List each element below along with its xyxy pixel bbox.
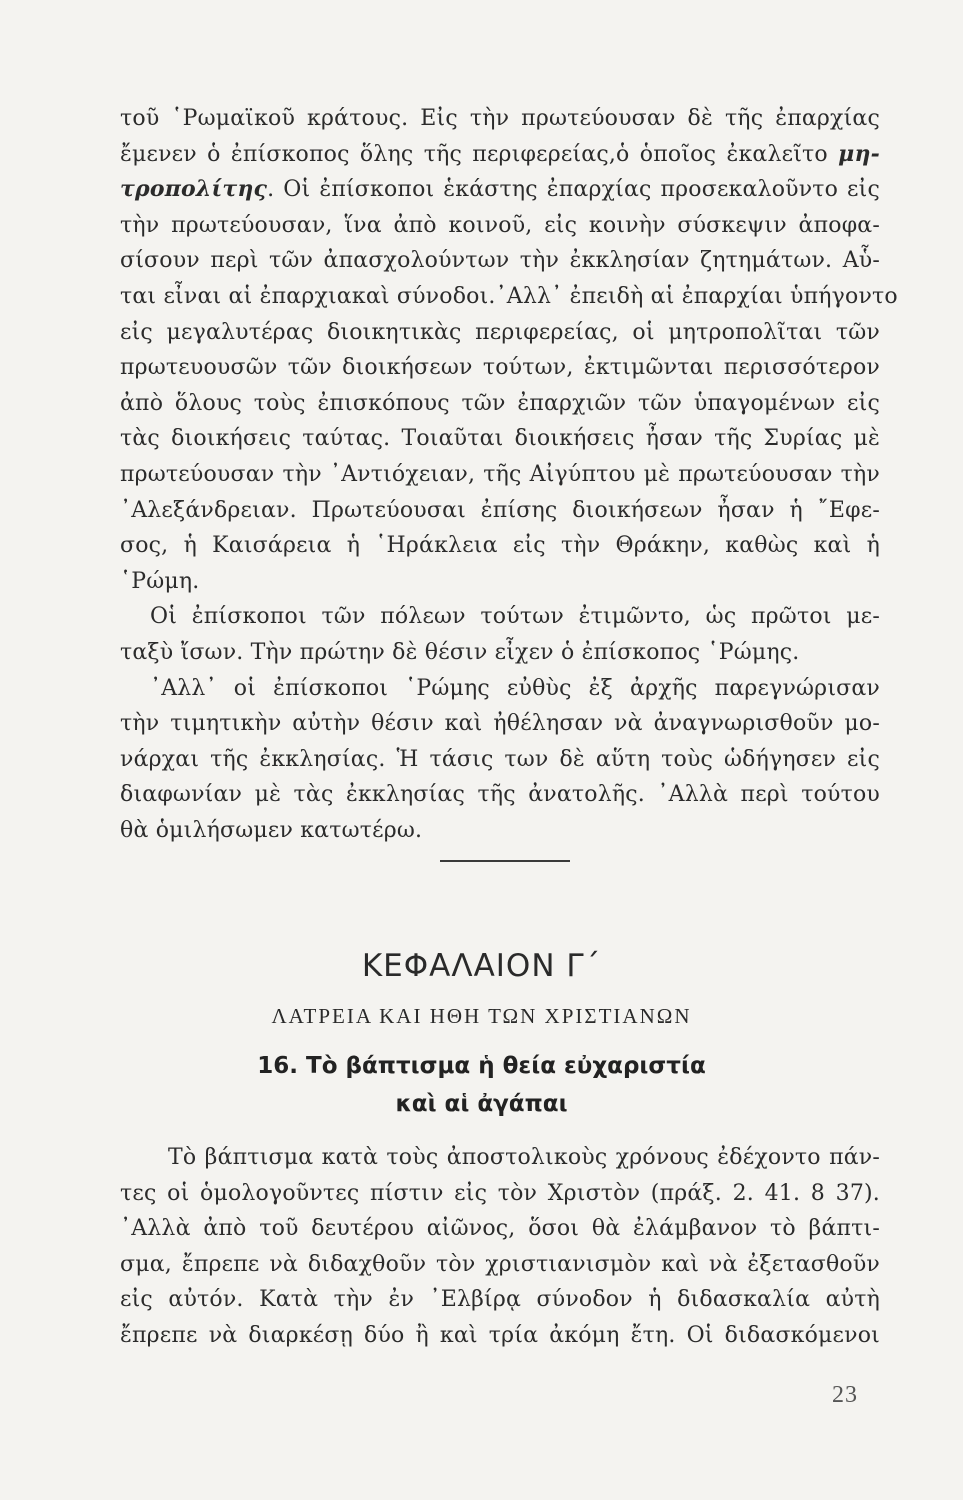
text-line: διαφωνίαν μὲ τὰς ἐκκλησίας τῆς ἀνατολῆς. ᾿Αλλὰ περὶ τούτου — [120, 782, 880, 808]
text-line — [120, 172, 880, 208]
text-line: πρωτεύουσαν τὴν ᾿Αντιόχειαν, τῆς Αἰγύπτου μὲ πρωτεύουσαν τὴν — [120, 461, 880, 487]
text-line: σμα, ἔπρεπε νὰ διδαχθοῦν τὸν χριστιανισμὸν καὶ νὰ ἐξετασθοῦν — [120, 1251, 880, 1277]
emphasized-term: τροπολίτης — [120, 176, 268, 203]
text-line: τες οἱ ὁμολογοῦντες πίστιν εἰς τὸν Χριστὸν (πράξ. 2. 41. 8 37). — [120, 1180, 880, 1206]
text-line: τὴν πρωτεύουσαν, ἵνα ἀπὸ κοινοῦ, εἰς κοινὴν σύσκεψιν ἀποφα- — [120, 212, 880, 238]
text-line: πρωτευουσῶν τῶν διοικήσεων τούτων, ἐκτιμῶνται περισσότερον — [120, 355, 880, 381]
emphasized-term: μη- — [838, 140, 880, 167]
paragraph-4 — [120, 1140, 880, 1354]
text-line: ᾿Αλεξάνδρειαν. Πρωτεύουσαι ἐπίσης διοικήσεων ἦσαν ἡ ῎Εφε- — [120, 497, 880, 523]
text-line — [120, 137, 880, 173]
paragraph-1 — [120, 101, 898, 599]
section-heading-continued: καὶ αἱ ἀγάπαι — [395, 1091, 568, 1117]
text-line: τοῦ ῾Ρωμαϊκοῦ κράτους. Εἰς τὴν πρωτεύουσαν δὲ τῆς ἐπαρχίας — [120, 106, 880, 131]
text-line: Τὸ βάπτισμα κατὰ τοὺς ἀποστολικοὺς χρόνους ἐδέχοντο πάν- — [168, 1145, 880, 1170]
text-line: σίσουν περὶ τῶν ἀπασχολούντων τὴν ἐκκλησίαν ζητημάτων. Αὗ- — [120, 248, 880, 274]
text-line: ῾Ρώμη. — [120, 568, 200, 594]
section-divider — [440, 860, 570, 862]
chapter-title: ΚΕΦΑΛΑΙΟΝ Γ΄ — [361, 948, 602, 984]
text-line: ται εἶναι αἱ ἐπαρχιακαὶ σύνοδοι.᾿Αλλ᾿ ἐπειδὴ αἱ ἐπαρχίαι ὑπήγοντο — [120, 283, 898, 309]
text-line-end: . Οἱ ἐπίσκοποι ἑκάστης ἐπαρχίας προσεκαλοῦντο εἰς — [267, 177, 880, 203]
text-line-start: ἔμενεν ὁ ἐπίσκοπος ὅλης τῆς περιφερείας,ὁ ὁποῖος ἐκαλεῖτο — [120, 141, 839, 167]
text-line: ἔπρεπε νὰ διαρκέσῃ δύο ἢ καὶ τρία ἀκόμη ἔτη. Οἱ διδασκόμενοι — [120, 1322, 880, 1348]
bottom-text-block — [120, 1140, 880, 1354]
text-line: ᾿Αλλὰ ἀπὸ τοῦ δευτέρου αἰῶνος, ὅσοι θὰ ἐλάμβανον τὸ βάπτι- — [120, 1216, 880, 1242]
text-line: εἰς αὐτόν. Κατὰ τὴν ἐν ᾿Ελβίρᾳ σύνοδον ἡ διδασκαλία αὐτὴ — [120, 1287, 880, 1313]
text-line: ἀπὸ ὅλους τοὺς ἐπισκόπους τῶν ἐπαρχιῶν τῶν ὑπαγομένων εἰς — [120, 390, 880, 416]
paragraph-3 — [120, 671, 880, 849]
text-line: εἰς μεγαλυτέρας διοικητικὰς περιφερείας, οἱ μητροπολῖται τῶν — [120, 319, 880, 345]
text-line: νάρχαι τῆς ἐκκλησίας. Ἡ τάσις των δὲ αὕτη τοὺς ὡδήγησεν εἰς — [120, 746, 880, 772]
text-line: τὰς διοικήσεις ταύτας. Τοιαῦται διοικήσεις ἦσαν τῆς Συρίας μὲ — [120, 426, 880, 452]
page-number: 23 — [832, 1382, 858, 1408]
paragraph-2 — [120, 599, 880, 670]
text-line: Οἱ ἐπίσκοποι τῶν πόλεων τούτων ἐτιμῶντο, ὡς πρῶτοι με- — [150, 604, 880, 630]
chapter-subtitle: ΛΑΤΡΕΙΑ ΚΑΙ ΗΘΗ ΤΩΝ ΧΡΙΣΤΙΑΝΩΝ — [271, 1004, 692, 1028]
text-line: θὰ ὁμιλήσωμεν κατωτέρω. — [120, 817, 423, 843]
text-line: τὴν τιμητικὴν αὐτὴν θέσιν καὶ ἠθέλησαν νὰ ἀναγνωρισθοῦν μο- — [120, 711, 880, 737]
top-text-block — [120, 101, 898, 848]
section-heading: 16. Τὸ βάπτισμα ἡ θεία εὐχαριστία — [257, 1053, 706, 1079]
text-line: ταξὺ ἴσων. Τὴν πρώτην δὲ θέσιν εἶχεν ὁ ἐπίσκοπος ῾Ρώμης. — [120, 639, 800, 665]
text-line: σος, ἡ Καισάρεια ἡ ῾Ηράκλεια εἰς τὴν Θράκην, καθὼς καὶ ἡ — [120, 533, 880, 559]
text-line: ᾿Αλλ᾿ οἱ ἐπίσκοποι ῾Ρώμης εὐθὺς ἐξ ἀρχῆς παρεγνώρισαν — [150, 675, 880, 701]
